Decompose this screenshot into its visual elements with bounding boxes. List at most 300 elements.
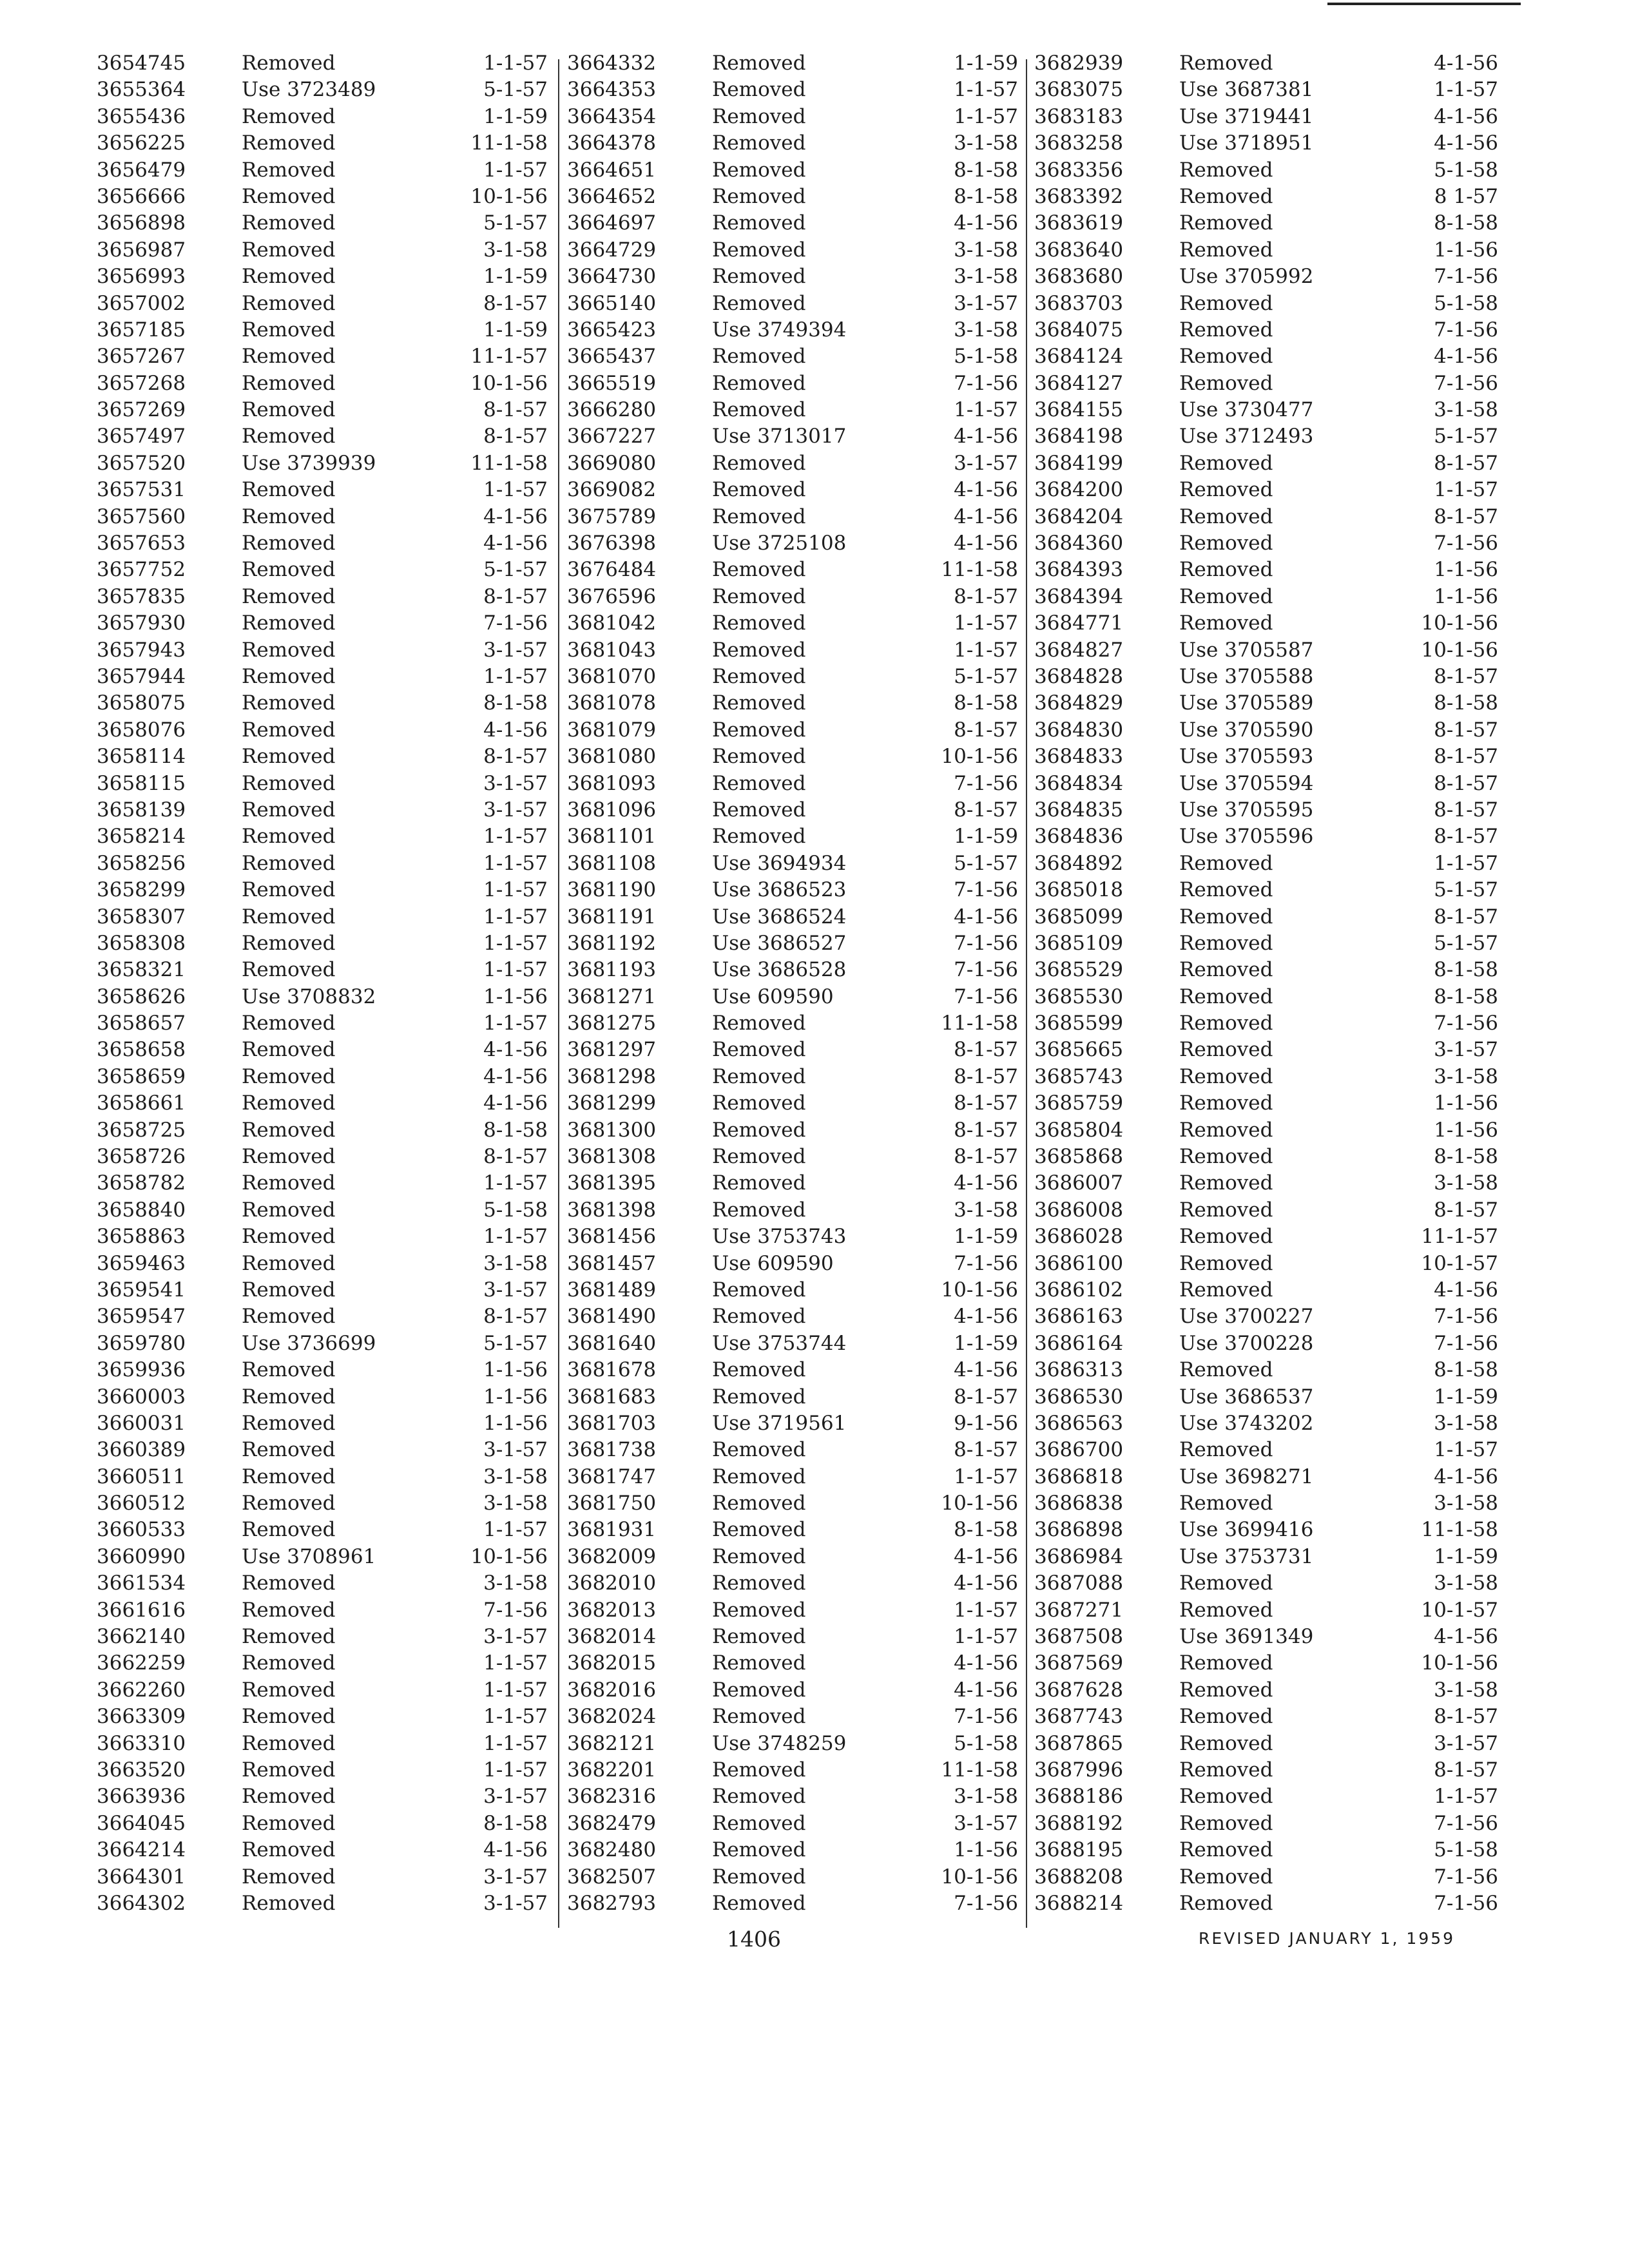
effective-date: 3-1-57 [483, 1278, 548, 1302]
parts-row [97, 664, 548, 690]
effective-date: 8-1-57 [1434, 1758, 1498, 1782]
effective-date: 1-1-57 [954, 1598, 1018, 1622]
part-status: Removed [712, 584, 806, 608]
column-divider-1 [558, 59, 559, 1928]
effective-date: 3-1-57 [483, 638, 548, 662]
parts-row [567, 1783, 1018, 1810]
part-number: 3681456 [567, 1225, 657, 1249]
parts-row [97, 397, 548, 423]
effective-date: 1-1-59 [954, 52, 1018, 75]
part-number: 3657497 [97, 425, 186, 448]
part-number: 3662259 [97, 1651, 186, 1675]
part-status: Removed [242, 211, 336, 235]
part-number: 3684127 [1034, 371, 1124, 395]
part-status: Removed [242, 1091, 336, 1115]
effective-date: 3-1-58 [483, 1492, 548, 1515]
effective-date: 3-1-57 [954, 291, 1018, 315]
page-number: 1406 [727, 1927, 781, 1952]
effective-date: 8-1-58 [1434, 985, 1498, 1008]
part-number: 3658657 [97, 1012, 186, 1035]
effective-date: 11-1-58 [470, 451, 548, 475]
part-number: 3657930 [97, 611, 186, 635]
part-number: 3658139 [97, 798, 186, 822]
effective-date: 3-1-57 [483, 1785, 548, 1809]
part-number: 3681093 [567, 771, 657, 795]
part-number: 3658782 [97, 1171, 186, 1195]
parts-row [1034, 1597, 1498, 1624]
part-status: Removed [1179, 211, 1273, 235]
effective-date: 4-1-56 [954, 1358, 1018, 1382]
parts-row [97, 1731, 548, 1757]
parts-row [1034, 1490, 1498, 1517]
effective-date: 10-1-57 [1421, 1598, 1498, 1622]
part-status: Removed [1179, 1438, 1273, 1462]
part-number: 3687996 [1034, 1758, 1124, 1782]
part-status: Removed [1179, 451, 1273, 475]
part-status: Removed [242, 1411, 336, 1435]
effective-date: 7-1-56 [1434, 532, 1498, 555]
part-status: Use 3686523 [712, 878, 847, 902]
part-status: Removed [712, 1038, 806, 1062]
part-status: Removed [712, 664, 806, 688]
parts-row [1034, 664, 1498, 690]
part-number: 3659780 [97, 1331, 186, 1355]
parts-row [1034, 1650, 1498, 1677]
part-number: 3682479 [567, 1811, 657, 1835]
part-number: 3681300 [567, 1118, 657, 1142]
effective-date: 1-1-56 [483, 985, 548, 1008]
effective-date: 7-1-56 [954, 958, 1018, 982]
part-status: Use 3705587 [1179, 638, 1314, 662]
effective-date: 7-1-56 [954, 1251, 1018, 1275]
parts-row [1034, 291, 1498, 317]
effective-date: 7-1-56 [954, 1705, 1018, 1729]
effective-date: 8-1-57 [1434, 505, 1498, 528]
effective-date: 1-1-56 [483, 1358, 548, 1382]
part-status: Removed [242, 1865, 336, 1888]
parts-row [567, 1277, 1018, 1303]
effective-date: 3-1-57 [483, 798, 548, 822]
effective-date: 10-1-56 [941, 745, 1018, 769]
part-number: 3684829 [1034, 691, 1124, 715]
part-number: 3658075 [97, 691, 186, 715]
effective-date: 1-1-56 [1434, 1091, 1498, 1115]
part-number: 3685099 [1034, 905, 1124, 928]
part-status: Use 3736699 [242, 1331, 376, 1355]
part-status: Removed [1179, 878, 1273, 902]
part-number: 3665437 [567, 345, 657, 369]
effective-date: 3-1-58 [483, 1251, 548, 1275]
part-status: Removed [1179, 1758, 1273, 1782]
parts-row [567, 717, 1018, 744]
parts-row [97, 1331, 548, 1357]
part-number: 3686313 [1034, 1358, 1124, 1382]
part-number: 3681299 [567, 1091, 657, 1115]
parts-row [1034, 637, 1498, 664]
part-status: Use 3718951 [1179, 131, 1314, 155]
part-number: 3681096 [567, 798, 657, 822]
part-number: 3657943 [97, 638, 186, 662]
parts-row [97, 877, 548, 903]
effective-date: 3-1-58 [954, 1198, 1018, 1222]
part-number: 3682015 [567, 1651, 657, 1675]
effective-date: 3-1-58 [954, 238, 1018, 262]
parts-row [567, 1410, 1018, 1437]
parts-row [1034, 1144, 1498, 1170]
part-number: 3684828 [1034, 664, 1124, 688]
part-number: 3685018 [1034, 878, 1124, 902]
parts-row [1034, 1464, 1498, 1490]
effective-date: 1-1-59 [483, 104, 548, 128]
parts-row [1034, 610, 1498, 637]
part-number: 3681738 [567, 1438, 657, 1462]
part-number: 3681398 [567, 1198, 657, 1222]
part-status: Removed [242, 478, 336, 502]
effective-date: 7-1-56 [1434, 1865, 1498, 1888]
effective-date: 8-1-57 [483, 398, 548, 422]
parts-row [567, 237, 1018, 264]
parts-row [97, 1811, 548, 1837]
parts-row [1034, 1437, 1498, 1463]
parts-row [97, 1517, 548, 1543]
parts-row [1034, 1544, 1498, 1570]
parts-row [1034, 1117, 1498, 1144]
part-number: 3662140 [97, 1625, 186, 1649]
parts-row [97, 1251, 548, 1277]
parts-row [567, 1731, 1018, 1757]
part-number: 3657944 [97, 664, 186, 688]
part-number: 3683392 [1034, 184, 1124, 208]
part-number: 3686100 [1034, 1251, 1124, 1275]
part-status: Removed [1179, 1171, 1273, 1195]
part-number: 3685529 [1034, 958, 1124, 982]
part-number: 3686563 [1034, 1411, 1124, 1435]
part-number: 3681747 [567, 1465, 657, 1488]
effective-date: 8-1-57 [483, 1145, 548, 1169]
effective-date: 7-1-56 [1434, 1811, 1498, 1835]
part-number: 3681070 [567, 664, 657, 688]
part-number: 3655436 [97, 104, 186, 128]
parts-row [567, 477, 1018, 503]
part-status: Removed [242, 1838, 336, 1862]
part-status: Removed [712, 78, 806, 102]
part-number: 3675789 [567, 505, 657, 528]
parts-row [567, 104, 1018, 130]
parts-row [1034, 1251, 1498, 1277]
parts-row [1034, 130, 1498, 157]
part-status: Removed [712, 1118, 806, 1142]
part-status: Removed [712, 238, 806, 262]
part-number: 3681271 [567, 985, 657, 1008]
parts-row [1034, 477, 1498, 503]
part-number: 3684834 [1034, 771, 1124, 795]
part-status: Removed [712, 478, 806, 502]
part-number: 3658725 [97, 1118, 186, 1142]
parts-row [97, 210, 548, 236]
effective-date: 5-1-57 [483, 78, 548, 102]
part-status: Removed [712, 638, 806, 662]
parts-row [567, 77, 1018, 103]
part-number: 3658863 [97, 1225, 186, 1249]
part-status: Removed [242, 1731, 336, 1755]
part-status: Use 3686537 [1179, 1385, 1314, 1408]
part-number: 3681193 [567, 958, 657, 982]
part-number: 3687865 [1034, 1731, 1124, 1755]
part-status: Removed [1179, 532, 1273, 555]
parts-row [97, 1704, 548, 1730]
part-number: 3664332 [567, 52, 657, 75]
parts-row [567, 744, 1018, 770]
part-status: Use 3705593 [1179, 745, 1314, 769]
effective-date: 5-1-57 [1434, 425, 1498, 448]
part-status: Removed [712, 1358, 806, 1382]
parts-row [567, 1170, 1018, 1196]
part-number: 3659547 [97, 1305, 186, 1329]
part-number: 3659463 [97, 1251, 186, 1275]
part-status: Removed [712, 1705, 806, 1729]
part-number: 3664214 [97, 1838, 186, 1862]
parts-row [1034, 104, 1498, 130]
part-number: 3681078 [567, 691, 657, 715]
effective-date: 1-1-57 [954, 611, 1018, 635]
effective-date: 4-1-56 [1434, 131, 1498, 155]
part-status: Removed [1179, 52, 1273, 75]
effective-date: 8-1-58 [1434, 1358, 1498, 1382]
part-status: Removed [242, 825, 336, 849]
effective-date: 8-1-57 [954, 718, 1018, 742]
part-number: 3687088 [1034, 1571, 1124, 1595]
effective-date: 3-1-58 [483, 1465, 548, 1488]
part-status: Removed [1179, 291, 1273, 315]
effective-date: 1-1-59 [954, 1331, 1018, 1355]
effective-date: 3-1-58 [1434, 1064, 1498, 1088]
effective-date: 8-1-57 [483, 425, 548, 448]
effective-date: 1-1-57 [483, 1705, 548, 1729]
part-number: 3682121 [567, 1731, 657, 1755]
part-status: Use 609590 [712, 1251, 834, 1275]
part-status: Removed [242, 798, 336, 822]
effective-date: 4-1-56 [1434, 1625, 1498, 1649]
part-status: Removed [1179, 558, 1273, 582]
parts-column-1 [97, 50, 548, 1917]
effective-date: 1-1-57 [954, 398, 1018, 422]
part-number: 3686818 [1034, 1465, 1124, 1488]
part-number: 3686898 [1034, 1518, 1124, 1542]
effective-date: 3-1-57 [954, 1811, 1018, 1835]
parts-row [97, 450, 548, 477]
effective-date: 7-1-56 [1434, 1012, 1498, 1035]
effective-date: 5-1-58 [954, 1731, 1018, 1755]
part-number: 3657835 [97, 584, 186, 608]
part-number: 3654745 [97, 52, 186, 75]
parts-row [97, 850, 548, 877]
parts-row [97, 1464, 548, 1490]
part-number: 3683183 [1034, 104, 1124, 128]
part-number: 3685109 [1034, 931, 1124, 955]
part-status: Removed [712, 1785, 806, 1809]
part-status: Removed [242, 638, 336, 662]
parts-row [1034, 1410, 1498, 1437]
part-status: Removed [712, 131, 806, 155]
parts-row [567, 797, 1018, 823]
effective-date: 3-1-57 [1434, 1038, 1498, 1062]
part-number: 3684075 [1034, 318, 1124, 341]
part-number: 3658661 [97, 1091, 186, 1115]
effective-date: 1-1-59 [1434, 1544, 1498, 1568]
part-status: Use 3730477 [1179, 398, 1314, 422]
part-number: 3655364 [97, 78, 186, 102]
part-status: Removed [1179, 184, 1273, 208]
part-number: 3683640 [1034, 238, 1124, 262]
effective-date: 8-1-57 [1434, 718, 1498, 742]
effective-date: 3-1-58 [954, 131, 1018, 155]
part-number: 3681750 [567, 1492, 657, 1515]
part-number: 3683703 [1034, 291, 1124, 315]
part-status: Removed [242, 1145, 336, 1169]
part-status: Removed [1179, 1891, 1273, 1915]
effective-date: 3-1-58 [483, 238, 548, 262]
part-number: 3681298 [567, 1064, 657, 1088]
parts-row [1034, 530, 1498, 557]
part-number: 3682480 [567, 1838, 657, 1862]
parts-row [97, 423, 548, 450]
part-number: 3683258 [1034, 131, 1124, 155]
effective-date: 4-1-56 [483, 532, 548, 555]
effective-date: 8-1-57 [1434, 451, 1498, 475]
effective-date: 1-1-57 [483, 905, 548, 928]
parts-row [567, 1144, 1018, 1170]
effective-date: 11-1-58 [941, 558, 1018, 582]
parts-row [567, 1490, 1018, 1517]
effective-date: 3-1-57 [483, 1865, 548, 1888]
effective-date: 4-1-56 [954, 1305, 1018, 1329]
part-status: Removed [712, 1064, 806, 1088]
parts-row [567, 1544, 1018, 1570]
effective-date: 1-1-56 [1434, 1118, 1498, 1142]
part-status: Removed [712, 691, 806, 715]
effective-date: 1-1-57 [1434, 78, 1498, 102]
parts-row [567, 984, 1018, 1010]
part-number: 3681101 [567, 825, 657, 849]
effective-date: 5-1-57 [483, 1331, 548, 1355]
part-status: Removed [1179, 1678, 1273, 1702]
part-number: 3663309 [97, 1705, 186, 1729]
parts-row [1034, 690, 1498, 716]
part-status: Use 3749394 [712, 318, 847, 341]
part-status: Removed [242, 425, 336, 448]
part-number: 3657560 [97, 505, 186, 528]
parts-row [567, 637, 1018, 664]
effective-date: 4-1-56 [954, 1544, 1018, 1568]
part-status: Removed [1179, 1225, 1273, 1249]
part-number: 3684836 [1034, 825, 1124, 849]
effective-date: 11-1-58 [941, 1758, 1018, 1782]
part-status: Removed [242, 1118, 336, 1142]
part-status: Removed [1179, 1118, 1273, 1142]
part-status: Removed [242, 905, 336, 928]
part-number: 3681297 [567, 1038, 657, 1062]
parts-row [1034, 1303, 1498, 1330]
part-number: 3657520 [97, 451, 186, 475]
part-number: 3686164 [1034, 1331, 1124, 1355]
part-status: Removed [242, 318, 336, 341]
parts-row [1034, 450, 1498, 477]
part-status: Removed [1179, 1064, 1273, 1088]
part-status: Removed [242, 745, 336, 769]
parts-row [567, 1890, 1018, 1917]
parts-row [97, 184, 548, 210]
part-status: Removed [1179, 1651, 1273, 1675]
effective-date: 11-1-57 [1421, 1225, 1498, 1249]
part-status: Removed [712, 1651, 806, 1675]
parts-row [97, 1437, 548, 1463]
part-status: Removed [712, 291, 806, 315]
parts-row [567, 504, 1018, 530]
parts-row [1034, 1811, 1498, 1837]
part-number: 3665140 [567, 291, 657, 315]
part-number: 3688195 [1034, 1838, 1124, 1862]
parts-row [97, 264, 548, 290]
part-status: Removed [712, 825, 806, 849]
effective-date: 7-1-56 [483, 611, 548, 635]
parts-row [97, 1864, 548, 1890]
effective-date: 3-1-58 [1434, 398, 1498, 422]
parts-row [1034, 157, 1498, 184]
part-status: Removed [1179, 1091, 1273, 1115]
effective-date: 4-1-56 [1434, 1465, 1498, 1488]
parts-row [567, 1117, 1018, 1144]
part-number: 3681308 [567, 1145, 657, 1169]
part-status: Removed [1179, 1705, 1273, 1729]
part-number: 3685804 [1034, 1118, 1124, 1142]
parts-row [567, 584, 1018, 610]
parts-row [97, 343, 548, 370]
parts-row [1034, 50, 1498, 77]
part-status: Use 3686528 [712, 958, 847, 982]
effective-date: 5-1-57 [954, 851, 1018, 875]
part-number: 3685743 [1034, 1064, 1124, 1088]
effective-date: 7-1-56 [954, 371, 1018, 395]
effective-date: 8-1-58 [483, 691, 548, 715]
part-status: Removed [242, 1251, 336, 1275]
part-status: Use 3705596 [1179, 825, 1314, 849]
part-number: 3687271 [1034, 1598, 1124, 1622]
part-status: Removed [1179, 158, 1273, 182]
parts-row [567, 1303, 1018, 1330]
part-status: Removed [242, 584, 336, 608]
parts-row [1034, 237, 1498, 264]
part-status: Removed [242, 1358, 336, 1382]
part-number: 3686984 [1034, 1544, 1124, 1568]
part-status: Removed [242, 1438, 336, 1462]
part-status: Removed [1179, 345, 1273, 369]
effective-date: 8-1-58 [954, 1518, 1018, 1542]
effective-date: 4-1-56 [1434, 104, 1498, 128]
part-status: Removed [242, 878, 336, 902]
parts-row [1034, 1757, 1498, 1783]
parts-row [1034, 1331, 1498, 1357]
parts-row [97, 1303, 548, 1330]
effective-date: 8-1-57 [954, 1438, 1018, 1462]
part-status: Removed [242, 1385, 336, 1408]
effective-date: 7-1-56 [1434, 265, 1498, 289]
effective-date: 11-1-58 [1421, 1518, 1498, 1542]
part-status: Removed [1179, 1571, 1273, 1595]
parts-row [567, 1037, 1018, 1063]
effective-date: 3-1-57 [483, 1438, 548, 1462]
part-number: 3682010 [567, 1571, 657, 1595]
part-number: 3681190 [567, 878, 657, 902]
